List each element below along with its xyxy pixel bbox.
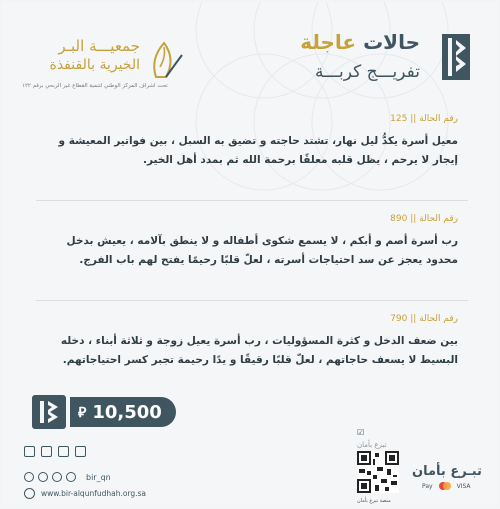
- wheat-emblem-icon: [146, 37, 186, 83]
- donate-label[interactable]: تبـرع بأمان: [412, 464, 482, 479]
- case-number: رقم الحالة || 125: [390, 114, 458, 124]
- org-name-line1: جمعيـــة البـر: [58, 37, 140, 55]
- donation-amount[interactable]: [32, 396, 176, 428]
- people-icon: [24, 446, 35, 457]
- flyer: [2, 2, 498, 507]
- globe-icon: [24, 488, 35, 499]
- case-description: معيل أسرة يكدُّ ليل نهار، تشتد حاجته و تضيق به السبل ، بين فواتير المعيشة و إيجار لا يرحم ، يظل قلبه معلقًا برحمة الله ثم بمدد أهل الخير.: [58, 135, 458, 166]
- organization-logo: [20, 35, 200, 95]
- twitter-icon[interactable]: [38, 472, 48, 482]
- instagram-icon[interactable]: [24, 472, 34, 482]
- case-description: بين ضعف الدخل و كثرة المسؤوليات ، رب أسرة يعيل زوجة و ثلاثة أبناء ، دخله البسيط لا يسعف حاجاتهم ، لعلّ قلبًا رقيقًا و يدًا رحيمة تجبر كسر احتياجاتهم.: [60, 335, 458, 366]
- link-icon: [75, 446, 86, 457]
- divider: [36, 200, 468, 201]
- mastercard-icon: [439, 482, 451, 490]
- qr-caption: تبرع بأمان: [357, 441, 387, 449]
- riyal-icon: ⃁: [78, 405, 87, 421]
- qr-app-label: منصة تبرع بأمان: [357, 498, 391, 504]
- website-url[interactable]: www.bir-alqunfudhah.org.sa: [41, 489, 147, 498]
- check-icon: ☑: [357, 428, 365, 437]
- case-card: [38, 314, 458, 370]
- payment-methods: [422, 482, 470, 490]
- social-handle[interactable]: bir_qn: [86, 472, 111, 482]
- apple-pay-label: Pay: [422, 482, 433, 490]
- amount-pill: [70, 397, 176, 427]
- case-number: رقم الحالة || 790: [390, 314, 458, 324]
- qr-code[interactable]: [357, 451, 399, 493]
- page-subtitle: تفريـــج كربـــة: [314, 62, 420, 82]
- org-registration-note: تحت اشراف المركز الوطني لتنمية القطاع غير الربحي برقم ١٢٢: [22, 83, 168, 89]
- title-accent: عاجلة: [300, 30, 357, 54]
- title-main: حالات: [363, 30, 420, 54]
- divider: [36, 300, 468, 301]
- website-link[interactable]: [24, 488, 146, 499]
- case-description: رب أسرة أصم و أبكم ، لا يسمع شكوى أطفاله و لا ينطق بآلامه ، يعيش بدخل محدود يعجز عن سد احتياجات أسرته ، لعلّ قلبًا رحيمًا يفتح لهم باب الفرج.: [66, 235, 458, 266]
- snapchat-icon[interactable]: [52, 472, 62, 482]
- brand-logo-icon: [440, 32, 472, 82]
- visa-label: VISA: [456, 482, 471, 490]
- case-card: [38, 214, 458, 270]
- case-number: رقم الحالة || 890: [390, 214, 458, 224]
- amount-value: 10,500: [92, 401, 162, 423]
- phone-icon: [58, 446, 69, 457]
- page-title: [300, 30, 420, 54]
- brand-mark-icon: [32, 395, 66, 429]
- org-name-line2: الخيرية بالقنفذة: [49, 57, 140, 73]
- contact-icons: [24, 446, 86, 457]
- case-card: [38, 114, 458, 170]
- at-icon[interactable]: [66, 472, 76, 482]
- shield-icon: [41, 446, 52, 457]
- social-links[interactable]: [24, 472, 111, 482]
